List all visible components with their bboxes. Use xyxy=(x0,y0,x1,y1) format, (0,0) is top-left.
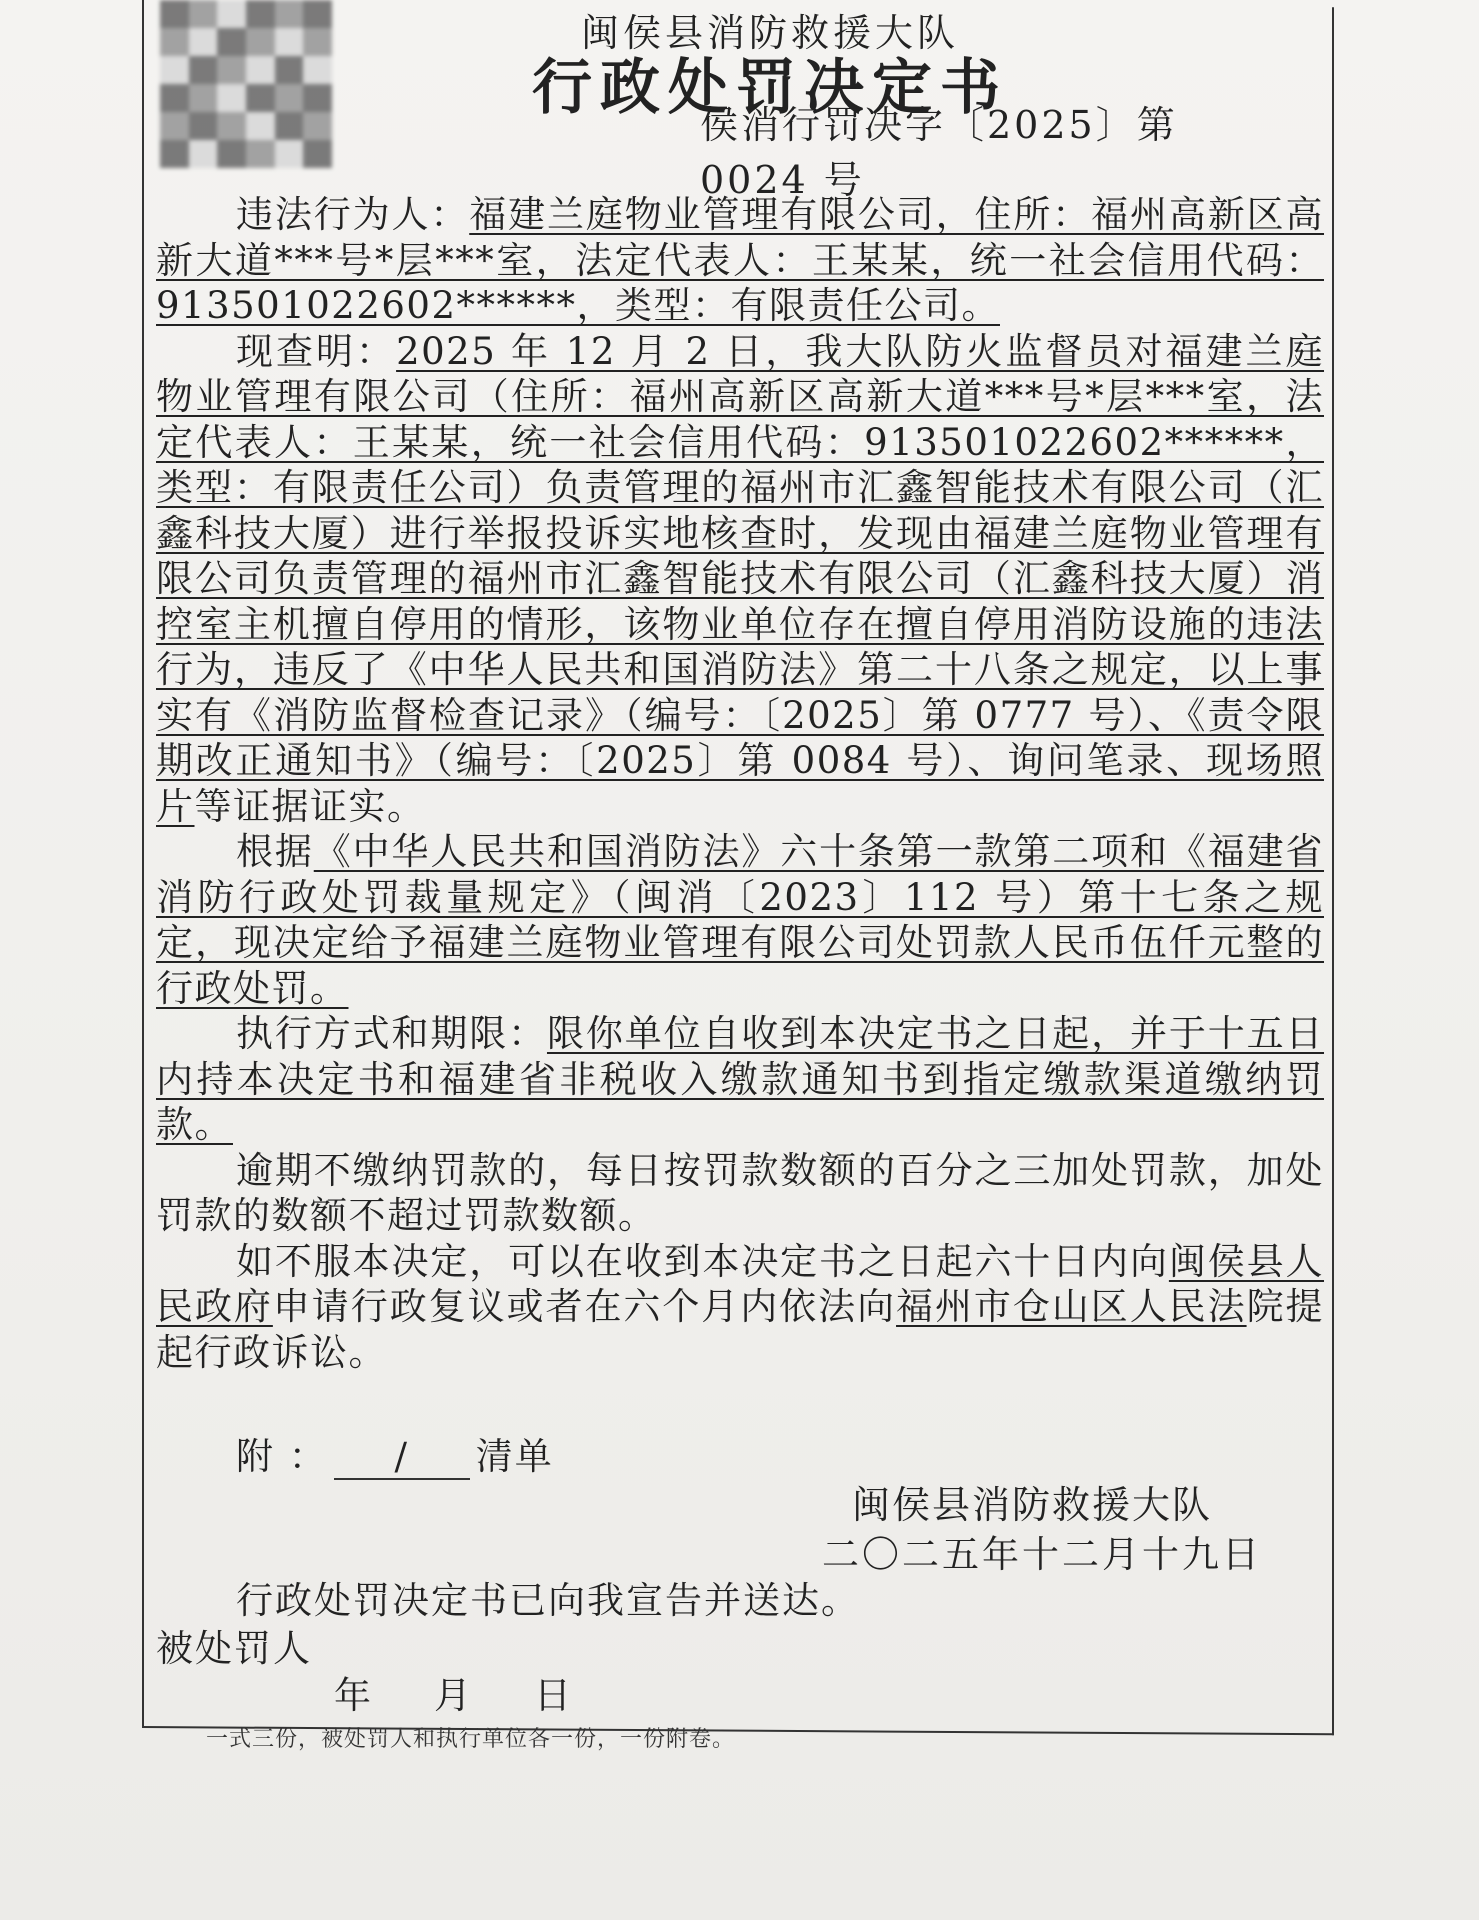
decision-details: 《中华人民共和国消防法》六十条第一款第二项和《福建省消防行政处罚裁量规定》（闽消〔2023〕112 号）第十七条之规定，现决定给予福建兰庭物业管理有限公司处罚款人民币伍仟元整的行政处罚。 xyxy=(156,830,1325,1010)
appeal-paragraph xyxy=(156,1239,1324,1376)
document-title: 行政处罚决定书 xyxy=(532,53,1008,123)
late-payment-paragraph: 逾期不缴纳罚款的，每日按罚款数额的百分之三加处罚款，加处罚款的数额不超过罚款数额。 xyxy=(156,1148,1324,1237)
year-label: 年 xyxy=(334,1674,371,1717)
findings-paragraph xyxy=(156,329,1324,830)
findings-label: 现查明： xyxy=(236,329,397,373)
service-acknowledgement: 行政处罚决定书已向我宣告并送达。 xyxy=(236,1579,860,1622)
day-label: 日 xyxy=(534,1674,571,1717)
offender-details: 福建兰庭物业管理有限公司，住所：福州高新区高新大道***号*层***室，法定代表人：王某某，统一社会信用代码：913501022602******，类型：有限责任公司。 xyxy=(156,193,1325,327)
appeal-text-a: 如不服本决定，可以在收到本决定书之日起六十日内向 xyxy=(236,1239,1169,1283)
attachment-suffix: 清单 xyxy=(475,1435,554,1478)
attachment-line xyxy=(236,1426,554,1480)
execution-paragraph xyxy=(156,1011,1324,1148)
appeal-text-b: 申请行政复议或者在六个月内依法向 xyxy=(272,1285,897,1328)
execution-label: 执行方式和期限： xyxy=(236,1012,547,1055)
offender-label: 违法行为人： xyxy=(236,193,470,236)
blurred-qr-code-icon xyxy=(160,0,332,168)
copies-footnote: 一式三份，被处罚人和执行单位各一份，一份附卷。 xyxy=(206,1727,736,1752)
review-authority: 闽侯县人民政府 xyxy=(156,1239,1325,1328)
document-number: 侯消行罚决字〔2025〕第 0024 号 xyxy=(700,103,1178,202)
decision-label: 根据 xyxy=(236,830,314,873)
month-label: 月 xyxy=(434,1674,471,1717)
issuing-agency-header: 闽侯县消防救援大队 xyxy=(580,11,959,55)
signature-date: 二〇二五年十二月十九日 xyxy=(822,1533,1262,1576)
findings-tail: 等证据证实。 xyxy=(194,784,426,828)
court-name: 福州市仓山区人民法 xyxy=(896,1285,1247,1328)
offender-paragraph xyxy=(156,192,1324,329)
attachment-label: 附 ： xyxy=(236,1435,328,1478)
signature-agency: 闽侯县消防救援大队 xyxy=(852,1483,1213,1527)
punished-party-label: 被处罚人 xyxy=(156,1627,312,1670)
findings-details: 2025 年 12 月 2 日，我大队防火监督员对福建兰庭物业管理有限公司（住所：福州高新区高新大道***号*层***室，法定代表人：王某某，统一社会信用代码：913501022602******，类型：有限责任公司）负责管理的福州市汇鑫智能技术有限公司（汇鑫科技大厦）进行举报投诉实地核查时，发现由福建兰庭物业管理有限公司负责管理的福州市汇鑫智能技术有限公司（汇鑫科技大厦）消控室主机擅自停用的情形，该物业单位存在擅自停用消防设施的违法行为，违反了《中华人民共和国消防法》第二十八条之规定，以上事实有《消防监督检查记录》（编号：〔2025〕第 0777 号）、《责令限期改正通知书》（编号：〔2025〕第 0084 号）、询问笔录、现场照片 xyxy=(156,329,1325,828)
receipt-date-blanks xyxy=(334,1665,571,1719)
execution-details: 限你单位自收到本决定书之日起，并于十五日内持本决定书和福建省非税收入缴款通知书到指定缴款渠道缴纳罚款。 xyxy=(156,1012,1325,1146)
appeal-text-c: 院提起行政诉讼。 xyxy=(156,1285,1325,1374)
attachment-value: / xyxy=(334,1435,470,1480)
decision-body xyxy=(156,192,1324,1375)
decision-paragraph xyxy=(156,829,1324,1011)
